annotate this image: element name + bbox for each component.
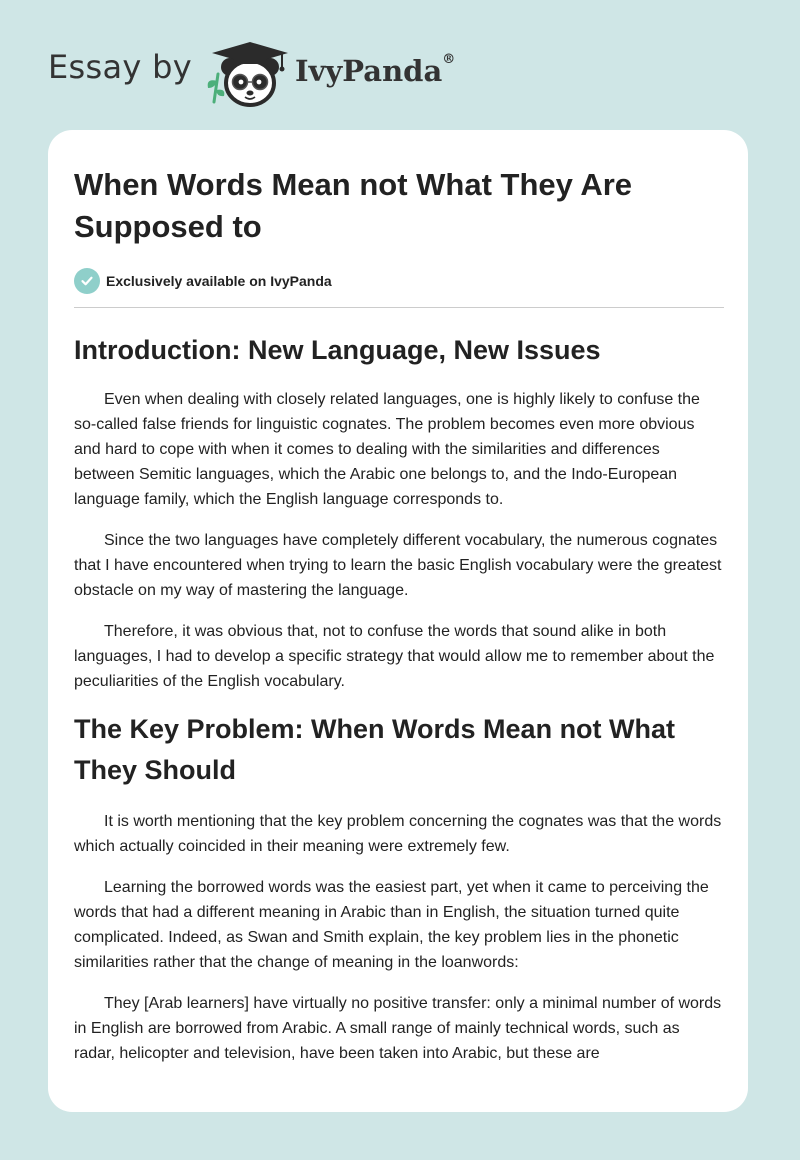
check-icon (74, 268, 100, 294)
paragraph: Therefore, it was obvious that, not to confuse the words that sound alike in both languages, I had to develop a specific strategy that would allow me to remember about the peculiarities of the English vocabulary. (74, 623, 715, 690)
exclusive-badge-label: Exclusively available on IvyPanda (106, 273, 332, 289)
essay-by-label: Essay by (48, 48, 192, 86)
paragraph: Since the two languages have completely different vocabulary, the numerous cognates that I have encountered when trying to learn the basic English vocabulary were the greatest obstacle on my way of mastering the language. (74, 532, 722, 599)
site-header (0, 0, 800, 130)
brand-name-text: IvyPanda (295, 54, 443, 88)
page-title: When Words Mean not What They Are Supposed to (74, 167, 633, 244)
section-heading-key-problem: The Key Problem: When Words Mean not What They Should (74, 714, 676, 785)
quote-paragraph: They [Arab learners] have virtually no positive transfer: only a minimal number of words in English are borrowed from Arabic. A small range of mainly technical words, such as radar, helicopter and television, have been taken into Arabic, but these are (74, 995, 722, 1062)
section-heading-introduction: Introduction: New Language, New Issues (74, 335, 601, 365)
essay-card (48, 130, 748, 1112)
paragraph: Even when dealing with closely related languages, one is highly likely to confuse the so-called false friends for linguistic cognates. The problem becomes even more obvious and hard to cope with when it comes to dealing with the similarities and differences between Semitic languages, which the Arabic one belongs to, and the Indo-European language family, which the English language corresponds to. (74, 391, 700, 508)
panda-logo-icon[interactable] (202, 36, 294, 108)
brand-name[interactable] (295, 54, 455, 88)
essay-content (74, 164, 724, 1066)
paragraph: Learning the borrowed words was the easiest part, yet when it came to perceiving the words that had a different meaning in Arabic than in English, the situation turned quite complicated. Indeed, as Swan and Smith explain, the key problem lies in the phonetic similarities rather that the change of meaning in the loanwords: (74, 879, 709, 971)
divider (74, 307, 724, 308)
exclusive-badge (74, 267, 724, 295)
registered-mark: ® (442, 52, 456, 67)
paragraph: It is worth mentioning that the key problem concerning the cognates was that the words which actually coincided in their meaning were extremely few. (74, 813, 722, 855)
